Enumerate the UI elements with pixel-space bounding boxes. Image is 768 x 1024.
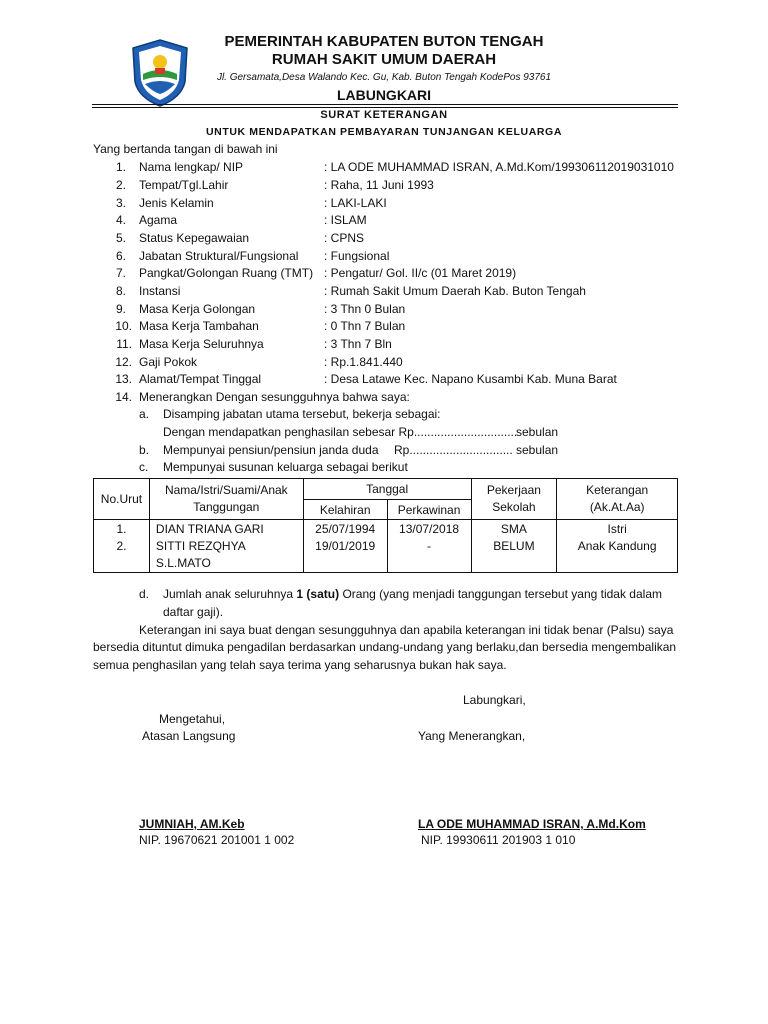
field-value: : Rp.1.841.440 xyxy=(324,355,403,369)
sub-text-b: Mempunyai pensiun/pensiun janda duda xyxy=(163,443,379,457)
row-job: BELUM xyxy=(493,539,535,553)
field-label: Alamat/Tempat Tinggal xyxy=(139,372,262,386)
family-table xyxy=(93,478,678,573)
header-job-line2: Sekolah xyxy=(492,500,536,514)
field-number: 2. xyxy=(115,178,126,192)
field-label: Tempat/Tgl.Lahir xyxy=(139,178,229,192)
income-unit-b: sebulan xyxy=(516,443,559,457)
field-value: : Raha, 11 Juni 1993 xyxy=(324,178,434,192)
field-label: Jabatan Struktural/Fungsional xyxy=(139,249,299,263)
income-line-b: Rp............................... xyxy=(394,443,513,457)
child-count-text-after: Orang (yang menjadi tanggungan tersebut yang tidak dalam xyxy=(339,587,662,601)
field-label: Masa Kerja Seluruhnya xyxy=(139,337,264,351)
supervisor-nip: NIP. 19670621 201001 1 002 xyxy=(139,833,295,847)
header-birth: Kelahiran xyxy=(303,500,387,520)
row-name: DIAN TRIANA GARI xyxy=(155,522,264,536)
row-marriage: - xyxy=(427,539,432,553)
supervisor-label: Atasan Langsung xyxy=(142,729,236,743)
declarant-name: LA ODE MUHAMMAD ISRAN, A.Md.Kom xyxy=(418,817,646,831)
row-birth: 25/07/1994 xyxy=(315,522,376,536)
statement-intro: Menerangkan Dengan sesungguhnya bahwa saya: xyxy=(139,390,410,404)
header-no: No.Urut xyxy=(94,479,150,520)
field-value: : LA ODE MUHAMMAD ISRAN, A.Md.Kom/199306112019031010 xyxy=(324,160,674,174)
sub-letter-d: d. xyxy=(139,587,150,601)
field-number: 9. xyxy=(115,302,126,316)
hospital-location: LABUNGKARI xyxy=(336,87,432,103)
statement-line: bersedia dituntut dimuka pengadilan berdasarkan undang-undang yang berlaku,dan bersedia mengembalikan xyxy=(93,640,677,654)
field-number: 14. xyxy=(115,390,132,404)
field-value: : Rumah Sakit Umum Daerah Kab. Buton Tengah xyxy=(324,284,586,298)
field-number: 11. xyxy=(116,337,132,351)
field-value: : ISLAM xyxy=(324,213,367,227)
field-number: 1. xyxy=(115,160,126,174)
field-number: 10. xyxy=(115,319,132,333)
child-count-line2: daftar gaji). xyxy=(163,605,224,619)
sub-letter-b: b. xyxy=(139,443,150,457)
income-unit-a: sebulan xyxy=(516,425,559,439)
header-divider xyxy=(92,104,678,105)
field-number: 5. xyxy=(115,231,126,245)
acknowledged-label: Mengetahui, xyxy=(159,712,226,726)
table-row xyxy=(94,520,678,573)
supervisor-name: JUMNIAH, AM.Keb xyxy=(139,817,245,831)
sub-text-c: Mempunyai susunan keluarga sebagai berikut xyxy=(163,460,408,474)
field-value: : Pengatur/ Gol. II/c (01 Maret 2019) xyxy=(324,266,517,280)
field-value: : 3 Thn 7 Bln xyxy=(324,337,392,351)
header-note xyxy=(557,479,678,520)
row-number: 2. xyxy=(116,539,127,553)
field-label: Pangkat/Golongan Ruang (TMT) xyxy=(139,266,314,280)
header-job-line1: Pekerjaan xyxy=(486,483,541,497)
field-label: Gaji Pokok xyxy=(139,355,198,369)
header-name-line2: Tanggungan xyxy=(193,500,260,514)
row-job: SMA xyxy=(500,522,527,536)
row-number: 1. xyxy=(116,522,127,536)
header-job xyxy=(471,479,557,520)
header-divider-thin xyxy=(92,107,678,108)
sub-letter-a: a. xyxy=(139,407,150,421)
field-number: 8. xyxy=(115,284,126,298)
statement-line: Keterangan ini saya buat dengan sesungguhnya dan apabila keterangan ini tidak benar (Palsu) saya xyxy=(139,623,674,637)
header-name xyxy=(149,479,303,520)
intro-text: Yang bertanda tangan di bawah ini xyxy=(93,142,278,156)
hospital-name: RUMAH SAKIT UMUM DAERAH xyxy=(271,51,497,68)
field-label: Instansi xyxy=(139,284,181,298)
field-number: 7. xyxy=(115,266,126,280)
child-count-line xyxy=(163,587,662,601)
field-label: Status Kepegawaian xyxy=(139,231,250,245)
field-value: : CPNS xyxy=(324,231,365,245)
field-label: Nama lengkap/ NIP xyxy=(139,160,244,174)
header-note-line1: Keterangan xyxy=(586,483,649,497)
header-note-line2: (Ak.At.Aa) xyxy=(589,500,645,514)
field-number: 12. xyxy=(115,355,132,369)
field-number: 4. xyxy=(115,213,126,227)
header-date: Tanggal xyxy=(303,479,471,500)
header-name-line1: Nama/Istri/Suami/Anak xyxy=(164,483,288,497)
row-note: Istri xyxy=(607,522,627,536)
child-count-text: Jumlah anak seluruhnya xyxy=(163,587,297,601)
field-label: Agama xyxy=(139,213,178,227)
row-marriage: 13/07/2018 xyxy=(399,522,460,536)
field-value: : 3 Thn 0 Bulan xyxy=(324,302,406,316)
field-label: Masa Kerja Golongan xyxy=(139,302,256,316)
government-name: PEMERINTAH KABUPATEN BUTON TENGAH xyxy=(224,33,544,50)
statement-line: semua penghasilan yang telah saya terima yang seharusnya bukan hak saya. xyxy=(93,658,507,672)
field-value: : LAKI-LAKI xyxy=(324,196,387,210)
field-value: : Fungsional xyxy=(324,249,390,263)
declarant-label: Yang Menerangkan, xyxy=(418,729,526,743)
row-name: SITTI REZQHYA S.L.MATO xyxy=(155,539,246,570)
income-line-a: Dengan mendapatkan penghasilan sebesar Rp............................... xyxy=(163,425,518,439)
field-label: Jenis Kelamin xyxy=(139,196,214,210)
header-marriage: Perkawinan xyxy=(387,500,471,520)
field-number: 13. xyxy=(115,372,132,386)
letter-subtitle: UNTUK MENDAPATKAN PEMBAYARAN TUNJANGAN KELUARGA xyxy=(205,126,563,138)
field-label: Masa Kerja Tambahan xyxy=(139,319,259,333)
field-value: : 0 Thn 7 Bulan xyxy=(324,319,406,333)
field-number: 6. xyxy=(115,249,126,263)
child-count-value: 1 (satu) xyxy=(296,587,340,601)
row-birth: 19/01/2019 xyxy=(315,539,376,553)
sub-letter-c: c. xyxy=(139,460,149,474)
field-number: 3. xyxy=(115,196,126,210)
letter-title: SURAT KETERANGAN xyxy=(320,109,448,121)
hospital-address: Jl. Gersamata,Desa Walando Kec. Gu, Kab. Buton Tengah KodePos 93761 xyxy=(216,72,552,83)
field-value: : Desa Latawe Kec. Napano Kusambi Kab. Muna Barat xyxy=(324,372,617,386)
sub-text-a: Disamping jabatan utama tersebut, bekerja sebagai: xyxy=(163,407,441,421)
sign-place-date: Labungkari, xyxy=(463,693,526,707)
declarant-nip: NIP. 19930611 201903 1 010 xyxy=(421,833,576,847)
row-note: Anak Kandung xyxy=(577,539,657,553)
